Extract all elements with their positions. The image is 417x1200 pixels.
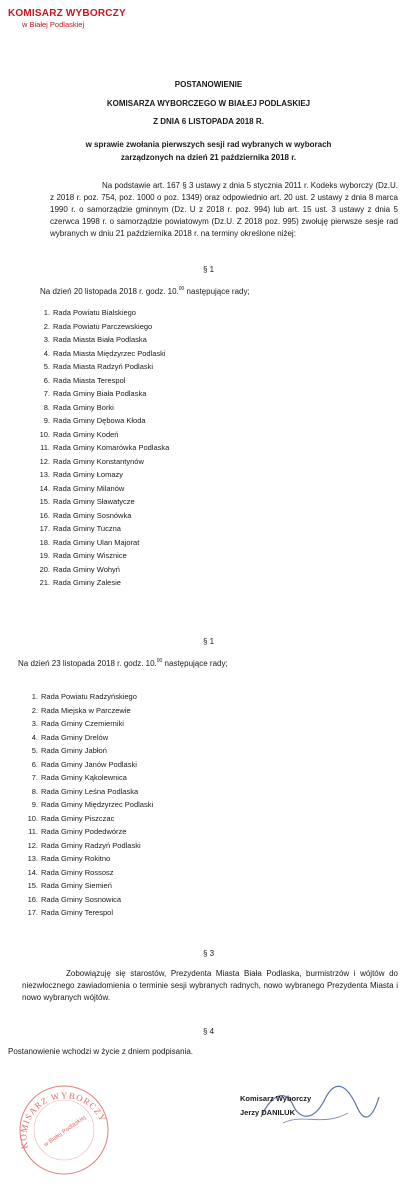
list-item-number: 17. (39, 524, 50, 533)
list-item-label: Rada Miasta Międzyrzec Podlaski (53, 348, 166, 358)
list-item (22, 717, 153, 731)
list-item-label: Rada Gminy Sosnówka (53, 510, 132, 520)
section2-lead-text: Na dzień 23 listopada 2018 r. godz. 10. (18, 659, 157, 668)
seal-inner-text: w Białej Podlaskiej (43, 1114, 88, 1149)
list-item-label: Rada Gminy Milanów (53, 483, 125, 493)
list-item (34, 428, 169, 442)
list-item-label: Rada Gminy Janów Podlaski (41, 759, 137, 769)
list-item (34, 360, 169, 374)
list-item-label: Rada Gminy Siemień (41, 881, 112, 890)
section2-mark: § 1 (202, 637, 215, 646)
list-item (34, 563, 169, 577)
list-item (34, 495, 169, 509)
official-round-seal (6, 1078, 118, 1178)
list-item-label: Rada Gminy Wisznice (53, 551, 127, 560)
list-item (22, 839, 153, 853)
list-item (22, 852, 153, 866)
list-item (34, 401, 169, 415)
document-subject-line1: w sprawie zwołania pierwszych sesji rad wybranych w wyborach (85, 140, 332, 149)
list-item (34, 441, 169, 455)
list-item (22, 893, 153, 907)
signature-role: Komisarz Wyborczy (240, 1094, 312, 1103)
list-item (34, 455, 169, 469)
list-item-number: 3. (43, 335, 50, 344)
signature-name: Jerzy DANILUK (240, 1108, 296, 1117)
list-item (22, 744, 153, 758)
list-item-label: Rada Gminy Kodeń (53, 429, 119, 439)
list-item-number: 12. (39, 456, 50, 466)
list-item (34, 320, 169, 334)
list-item (34, 414, 169, 428)
list-item (34, 482, 169, 496)
list-item-label: Rada Powiatu Radzyńskiego (41, 692, 137, 701)
list-item (22, 785, 153, 799)
list-item (22, 758, 153, 772)
list-item-number: 3. (31, 719, 38, 728)
document-title: POSTANOWIENIE (174, 80, 243, 89)
list-item-number: 4. (31, 732, 38, 742)
issuer-stamp-line2: w Białej Podlaskiej (22, 20, 85, 29)
list-item-number: 6. (31, 759, 38, 769)
list-item-label: Rada Gminy Sosnowica (41, 894, 122, 904)
list-item (22, 812, 153, 826)
list-item-label: Rada Gminy Kąkolewnica (41, 773, 127, 782)
list-item-number: 7. (31, 773, 38, 782)
list-item-number: 16. (39, 510, 50, 520)
list-item-number: 5. (43, 362, 50, 371)
list-item-label: Rada Gminy Komarówka Podlaska (53, 443, 170, 452)
list-item-number: 17. (27, 908, 38, 917)
list-item-label: Rada Gminy Rokitno (41, 854, 111, 863)
section2-lead-text-end: następujące rady; (162, 659, 228, 668)
section3-text: Zobowiązuję się starostów, Prezydenta Miasta Biała Podlaska, burmistrzów i wójtów do niezwłocznego zawiadomienia o terminie sesji wybranych radnych, nowo wybranego Prezydenta Miasta i nowo wybranych wójtów. (22, 969, 398, 1002)
list-item (22, 690, 153, 704)
section1-council-list (34, 306, 169, 590)
list-item-number: 6. (43, 375, 50, 385)
list-item-label: Rada Gminy Czemierniki (41, 719, 124, 728)
list-item-number: 20. (39, 564, 50, 574)
list-item-label: Rada Gminy Biała Podlaska (53, 389, 147, 398)
list-item-number: 11. (28, 827, 38, 836)
document-date: Z DNIA 6 LISTOPADA 2018 R. (153, 117, 264, 126)
list-item-number: 1. (31, 692, 38, 701)
list-item-label: Rada Gminy Leśna Podlaska (41, 786, 139, 796)
list-item-label: Rada Gminy Piszczac (41, 813, 115, 823)
list-item-number: 11. (40, 443, 50, 452)
document-subject-line2: zarządzonych na dzień 21 października 2018 r. (120, 153, 297, 162)
list-item-label: Rada Gminy Dębowa Kłoda (53, 416, 146, 425)
list-item-number: 8. (31, 786, 38, 796)
section1-lead-sup: 00 (178, 286, 185, 292)
list-item-label: Rada Gminy Międzyrzec Podlaski (41, 800, 154, 809)
list-item-label: Rada Gminy Łomazy (53, 470, 124, 479)
section4-mark: § 4 (202, 1027, 215, 1036)
list-item-label: Rada Gminy Borki (53, 402, 114, 412)
list-item (34, 333, 169, 347)
section2-lead (18, 658, 228, 668)
section2-council-list (22, 690, 153, 920)
issuer-stamp-line1: KOMISARZ WYBORCZY (8, 8, 126, 19)
list-item-number: 18. (39, 537, 50, 547)
list-item-number: 4. (43, 348, 50, 358)
document-subtitle: KOMISARZA WYBORCZEGO W BIAŁEJ PODLASKIEJ (106, 99, 311, 108)
seal-outer-text: KOMISARZ WYBORCZY (18, 1090, 109, 1150)
list-item-label: Rada Gminy Drelów (41, 732, 109, 742)
list-item-label: Rada Gminy Terespol (41, 908, 113, 917)
list-item-label: Rada Miasta Radzyń Podlaski (53, 362, 154, 371)
list-item-number: 16. (27, 894, 38, 904)
section4-text: Postanowienie wchodzi w życie z dniem podpisania. (8, 1047, 193, 1056)
issuer-stamp (8, 8, 126, 29)
list-item-number: 15. (39, 497, 50, 506)
list-item-number: 9. (31, 800, 38, 809)
list-item-label: Rada Gminy Zalesie (53, 578, 121, 587)
list-item (34, 522, 169, 536)
list-item-label: Rada Gminy Rossosz (41, 867, 114, 877)
signature-block (240, 1092, 311, 1120)
section3-mark: § 3 (202, 949, 215, 958)
list-item-label: Rada Miejska w Parczewie (41, 705, 131, 715)
list-item-number: 12. (27, 840, 38, 850)
list-item (22, 866, 153, 880)
list-item-number: 14. (27, 867, 38, 877)
list-item-label: Rada Gminy Podedwórze (41, 827, 127, 836)
list-item-number: 13. (39, 470, 50, 479)
list-item-label: Rada Gminy Jabłoń (41, 746, 107, 755)
section1-lead (40, 286, 250, 296)
list-item (34, 536, 169, 550)
list-item (34, 306, 169, 320)
list-item (22, 798, 153, 812)
list-item-number: 10. (27, 813, 38, 823)
list-item (22, 825, 153, 839)
list-item (22, 879, 153, 893)
list-item (34, 576, 169, 590)
section1-lead-text: Na dzień 20 listopada 2018 r. godz. 10. (40, 287, 179, 296)
list-item-number: 2. (43, 321, 50, 331)
list-item (34, 347, 169, 361)
list-item (22, 771, 153, 785)
list-item-number: 21. (39, 578, 50, 587)
list-item-label: Rada Miasta Biała Podlaska (53, 335, 147, 344)
section2-lead-sup: 00 (156, 658, 163, 664)
list-item-label: Rada Miasta Terespol (53, 375, 126, 385)
list-item (22, 731, 153, 745)
list-item-number: 5. (31, 746, 38, 755)
list-item-number: 19. (39, 551, 50, 560)
list-item-number: 7. (43, 389, 50, 398)
list-item-label: Rada Powiatu Bialskiego (53, 308, 136, 317)
list-item-number: 8. (43, 402, 50, 412)
list-item-label: Rada Gminy Radzyń Podlaski (41, 840, 141, 850)
list-item (34, 387, 169, 401)
legal-basis-paragraph: Na podstawie art. 167 § 3 ustawy z dnia 5 stycznia 2011 r. Kodeks wyborczy (Dz.U. z 2018 r. poz. 754, poz. 1000 o poz. 1349) oraz odpowiednio art. 20 ust. 2 ustawy z dnia 8 marca 1990 r. o samorządzie gminnym (Dz. U z 2018 r. poz. 994) lub art. 15 ust. 3 ustawy z dnia 5 czerwca 1998 r. o samorządzie powiatowym (Dz.U. Z 2018 poz. 995) zwołuję pierwsze sesje rad wybranych w dniu 21 października 2018 r. na terminy określone niżej: (50, 181, 398, 238)
list-item-label: Rada Gminy Tuczna (53, 524, 121, 533)
list-item-label: Rada Powiatu Parczewskiego (53, 321, 153, 331)
list-item-number: 15. (27, 881, 38, 890)
section1-mark: § 1 (202, 265, 215, 274)
list-item-number: 10. (39, 429, 50, 439)
list-item (34, 509, 169, 523)
list-item-label: Rada Gminy Konstantynów (53, 456, 144, 466)
list-item (22, 906, 153, 920)
list-item (34, 468, 169, 482)
list-item-label: Rada Gminy Wohyń (53, 564, 120, 574)
list-item (34, 549, 169, 563)
list-item-number: 1. (43, 308, 50, 317)
list-item-number: 9. (43, 416, 50, 425)
section1-lead-text-end: następujące rady; (184, 287, 250, 296)
list-item-number: 13. (27, 854, 38, 863)
list-item (34, 374, 169, 388)
list-item-number: 2. (31, 705, 38, 715)
list-item (22, 704, 153, 718)
list-item-number: 14. (39, 483, 50, 493)
list-item-label: Rada Gminy Sławatycze (53, 497, 135, 506)
list-item-label: Rada Gminy Ulan Majorat (53, 537, 140, 547)
